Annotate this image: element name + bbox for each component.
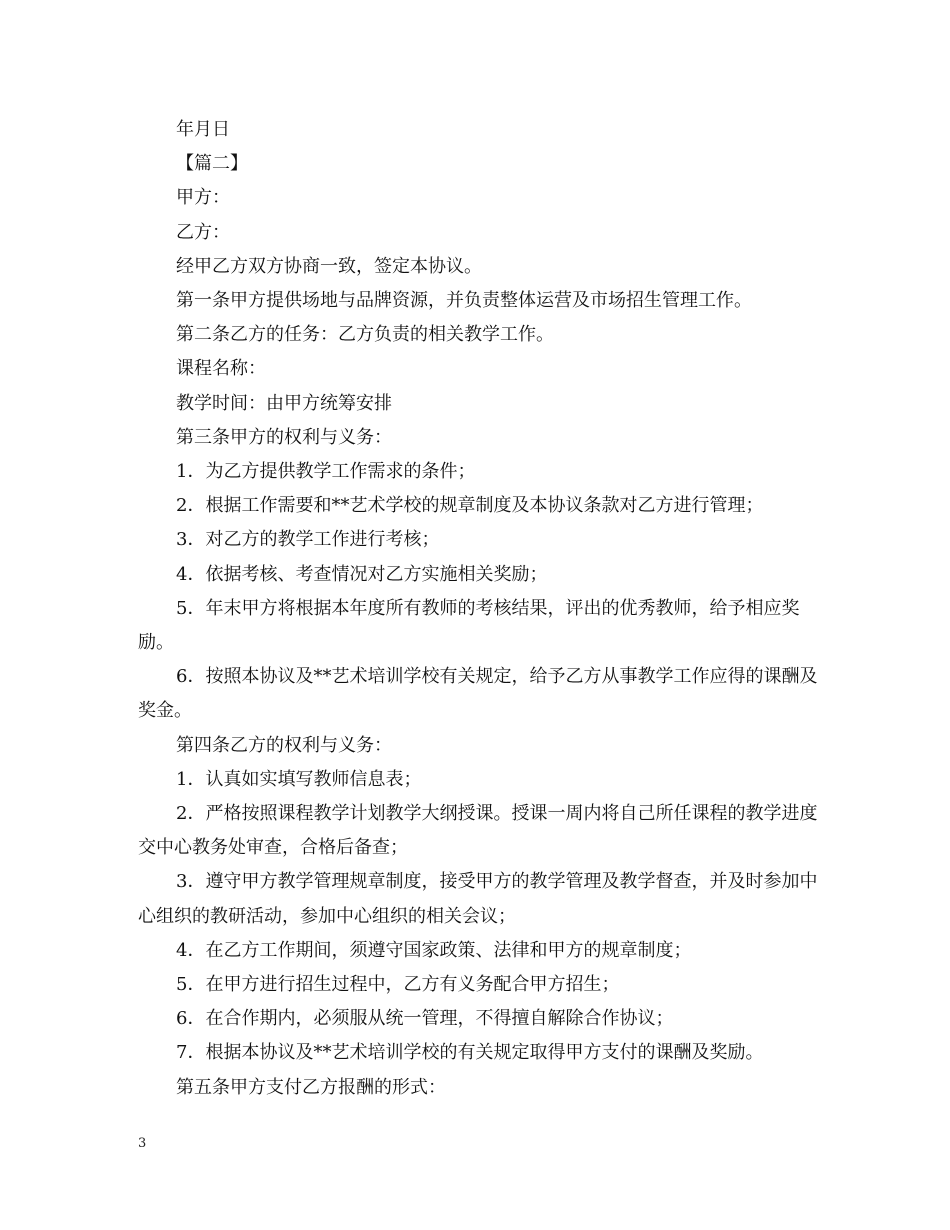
list-item: 6．在合作期内，必须服从统一管理，不得擅自解除合作协议； — [176, 1008, 674, 1030]
list-item: 6．按照本协议及**艺术培训学校有关规定，给予乙方从事教学工作应得的课酬及奖金。 — [138, 666, 818, 722]
document-body — [138, 113, 818, 1105]
list-item: 1．认真如实填写教师信息表； — [176, 768, 422, 790]
article-2: 第二条乙方的任务：乙方负责的相关教学工作。 — [176, 324, 554, 346]
list-item: 4．依据考核、考查情况对乙方实施相关奖励； — [176, 563, 548, 585]
list-item: 1．为乙方提供教学工作需求的条件； — [176, 461, 476, 483]
article-4: 第四条乙方的权利与义务： — [176, 734, 392, 756]
list-item: 2．根据工作需要和**艺术学校的规章制度及本协议条款对乙方进行管理； — [176, 495, 764, 517]
list-item: 7．根据本协议及**艺术培训学校的有关规定取得甲方支付的课酬及奖励。 — [176, 1042, 764, 1064]
list-item: 3．遵守甲方教学管理规章制度，接受甲方的教学管理及教学督查，并及时参加中心组织的教研活动，参加中心组织的相关会议； — [138, 871, 818, 927]
list-item: 2．严格按照课程教学计划教学大纲授课。授课一周内将自己所任课程的教学进度交中心教务处审查，合格后备查； — [138, 803, 818, 859]
article-5: 第五条甲方支付乙方报酬的形式： — [176, 1076, 446, 1098]
paragraph: 经甲乙方双方协商一致，签定本协议。 — [176, 255, 482, 277]
list-item: 4．在乙方工作期间，须遵守国家政策、法律和甲方的规章制度； — [176, 939, 692, 961]
teaching-time: 教学时间：由甲方统筹安排 — [176, 392, 392, 414]
list-item: 5．年末甲方将根据本年度所有教师的考核结果，评出的优秀教师，给予相应奖励。 — [138, 597, 800, 654]
section-heading: 【篇二】 — [176, 153, 248, 175]
article-1: 第一条甲方提供场地与品牌资源，并负责整体运营及市场招生管理工作。 — [176, 290, 752, 312]
article-3: 第三条甲方的权利与义务： — [176, 426, 392, 448]
list-item: 3．对乙方的教学工作进行考核； — [176, 529, 440, 551]
party-b: 乙方： — [176, 221, 230, 243]
list-item: 5．在甲方进行招生过程中，乙方有义务配合甲方招生； — [176, 974, 620, 996]
course-name: 课程名称： — [176, 358, 266, 380]
paragraph-date: 年月日 — [176, 119, 230, 140]
page-number: 3 — [138, 1136, 147, 1151]
party-a: 甲方： — [176, 187, 230, 209]
